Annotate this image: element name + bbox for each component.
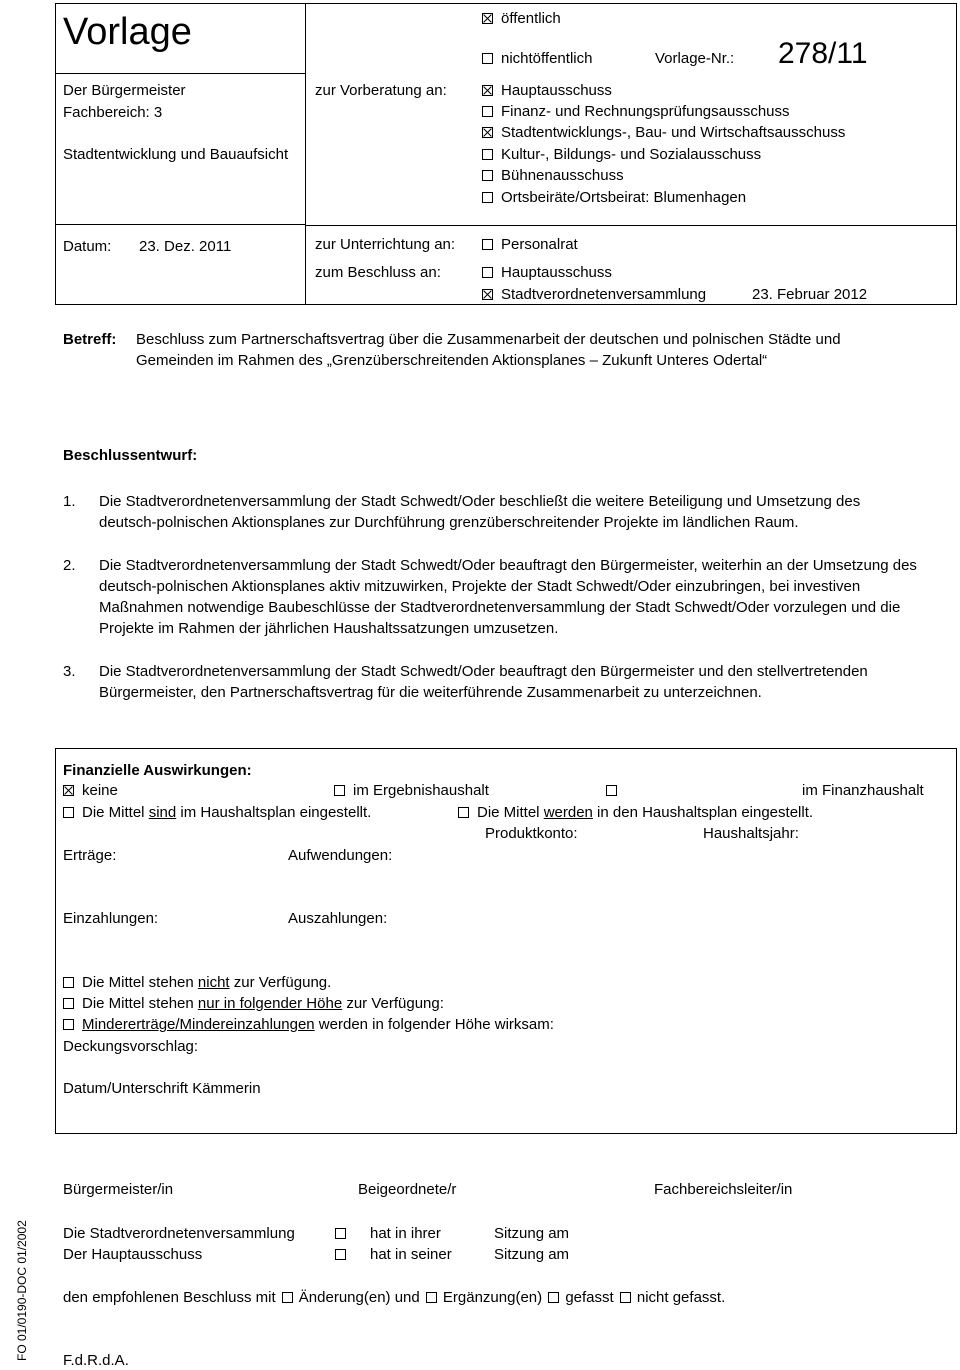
item-number: 3. (63, 663, 76, 680)
svv-hat-label: hat in ihrer (370, 1225, 441, 1242)
page-title: Vorlage (63, 11, 192, 53)
checked-box-icon (482, 85, 493, 96)
betreff-line2: Gemeinden im Rahmen des „Grenzüberschreitenden Aktionsplanes – Zukunft Unteres Odertal“ (136, 352, 768, 369)
header-hline-top (55, 73, 305, 74)
vorberatung-item[interactable]: Hauptausschuss (482, 82, 612, 100)
empty-box-icon (63, 998, 74, 1009)
empty-box-icon (482, 170, 493, 181)
item-number: 1. (63, 493, 76, 510)
gefasst-checkbox[interactable] (548, 1292, 559, 1303)
ha-sitzung-label: Sitzung am (494, 1246, 570, 1263)
beschlussentwurf-label: Beschlussentwurf: (63, 447, 198, 464)
beschluss-outcome-line: den empfohlenen Beschluss mit Änderung(en) und Ergänzung(en) gefasst nicht gefasst. (63, 1289, 726, 1306)
signature-fachbereichsleiter: Fachbereichsleiter/in (654, 1181, 793, 1198)
empty-box-icon (63, 1019, 74, 1030)
empty-box-icon (458, 807, 469, 818)
svv-label: Die Stadtverordnetenversammlung (63, 1225, 295, 1242)
mittel-hoehe-checkbox[interactable]: Die Mittel stehen nur in folgender Höhe zur Verfügung: (63, 995, 444, 1013)
sender-line3: Stadtentwicklung und Bauaufsicht (63, 146, 289, 163)
empty-box-icon (482, 267, 493, 278)
auszahlungen-label: Auszahlungen: (288, 910, 388, 927)
ha-label: Der Hauptausschuss (63, 1246, 203, 1263)
beschluss-paragraph: Die Stadtverordnetenversammlung der Stadt Schwedt/Oder beschließt die weitere Beteiligung und Umsetzung des deutsch-polnischen Aktionsplanes zur Durchführung grenzüberschreitender Projekte im ländlichen Raum. (99, 493, 861, 531)
checked-box-icon (482, 127, 493, 138)
empty-box-icon (63, 977, 74, 988)
beschluss-item[interactable]: Hauptausschuss (482, 264, 612, 282)
checked-box-icon (482, 13, 493, 24)
vorberatung-item[interactable]: Kultur-, Bildungs- und Sozialausschuss (482, 146, 761, 164)
unterrichtung-label: zur Unterrichtung an: (315, 236, 456, 253)
mittel-sind-checkbox[interactable]: Die Mittel sind im Haushaltsplan eingestellt. (63, 804, 371, 822)
empty-box-icon (482, 106, 493, 117)
finanzhaushalt-label: im Finanzhaushalt (802, 782, 924, 799)
empty-box-icon (482, 149, 493, 160)
vorberatung-item[interactable]: Ortsbeiräte/Ortsbeirat: Blumenhagen (482, 189, 746, 207)
item-number: 2. (63, 557, 76, 574)
sender-line2: Fachbereich: 3 (63, 104, 163, 121)
ergebnishaushalt-checkbox[interactable]: im Ergebnishaushalt (334, 782, 489, 800)
nichtoeffentlich-checkbox[interactable]: nichtöffentlich (482, 50, 592, 68)
datum-label: Datum: (63, 238, 112, 255)
haushaltsjahr-label: Haushaltsjahr: (703, 825, 799, 842)
betreff-line1: Beschluss zum Partnerschaftsvertrag über die Zusammenarbeit der deutschen und polnischen Städte und (136, 331, 841, 348)
header-hline-mid (55, 224, 305, 225)
svv-sitzung-label: Sitzung am (494, 1225, 570, 1242)
checked-box-icon (63, 785, 74, 796)
mittel-nicht-checkbox[interactable]: Die Mittel stehen nicht zur Verfügung. (63, 974, 331, 992)
svv-checkbox[interactable] (335, 1228, 346, 1239)
produktkonto-label: Produktkonto: (485, 825, 578, 842)
beschluss-label: zum Beschluss an: (315, 264, 441, 281)
aenderung-checkbox[interactable] (282, 1292, 293, 1303)
header-divider (305, 3, 306, 305)
einzahlungen-label: Einzahlungen: (63, 910, 159, 927)
finanzhaushalt-checkbox[interactable] (606, 785, 617, 796)
empty-box-icon (482, 53, 493, 64)
aufwendungen-label: Aufwendungen: (288, 847, 393, 864)
beschluss-date: 23. Februar 2012 (752, 286, 868, 303)
form-code: FO 01/0190-DOC 01/2002 (15, 1220, 29, 1361)
mittel-werden-checkbox[interactable]: Die Mittel werden in den Haushaltsplan eingestellt. (458, 804, 813, 822)
vorberatung-item[interactable]: Finanz- und Rechnungsprüfungsausschuss (482, 103, 790, 121)
minderertraege-checkbox[interactable]: Mindererträge/Mindereinzahlungen werden in folgender Höhe wirksam: (63, 1016, 554, 1034)
kaemmerin-label: Datum/Unterschrift Kämmerin (63, 1080, 261, 1097)
checked-box-icon (482, 289, 493, 300)
vorberatung-item[interactable]: Bühnenausschuss (482, 167, 624, 185)
empty-box-icon (482, 239, 493, 250)
empty-box-icon (334, 785, 345, 796)
fdrda-label: F.d.R.d.A. (63, 1352, 129, 1369)
keine-checkbox[interactable]: keine (63, 782, 118, 800)
nicht-gefasst-checkbox[interactable] (620, 1292, 631, 1303)
finanzen-title: Finanzielle Auswirkungen: (63, 762, 252, 779)
vorberatung-label: zur Vorberatung an: (315, 82, 447, 99)
signature-buergermeister: Bürgermeister/in (63, 1181, 174, 1198)
beschluss-item[interactable]: Stadtverordnetenversammlung (482, 286, 706, 304)
ha-checkbox[interactable] (335, 1249, 346, 1260)
signature-beigeordnete: Beigeordnete/r (358, 1181, 457, 1198)
ergaenzung-checkbox[interactable] (426, 1292, 437, 1303)
unterrichtung-item[interactable]: Personalrat (482, 236, 578, 254)
empty-box-icon (482, 192, 493, 203)
deckungsvorschlag-label: Deckungsvorschlag: (63, 1038, 199, 1055)
vorlage-nr: 278/11 (778, 37, 868, 70)
betreff-label: Betreff: (63, 331, 117, 348)
ha-hat-label: hat in seiner (370, 1246, 452, 1263)
vorlage-nr-label: Vorlage-Nr.: (655, 50, 735, 67)
beschluss-paragraph: Die Stadtverordnetenversammlung der Stadt Schwedt/Oder beauftragt den Bürgermeister, weiterhin an der Umsetzung des deutsch-polnischen Aktionsplanes aktiv mitzuwirken, Projekte der Stadt Schwedt/Oder einzubringen, bei investiven Maßnahmen notwendige Baubeschlüsse der Stadtverordnetenversammlung der Stadt Schwedt/Oder vorzulegen und die Projekte im Rahmen der jährlichen Haushaltssatzungen umzusetzen. (99, 557, 917, 637)
vorberatung-item[interactable]: Stadtentwicklungs-, Bau- und Wirtschaftsausschuss (482, 124, 845, 142)
empty-box-icon (63, 807, 74, 818)
ertraege-label: Erträge: (63, 847, 117, 864)
sender-line1: Der Bürgermeister (63, 82, 186, 99)
oeffentlich-checkbox[interactable]: öffentlich (482, 10, 561, 28)
beschluss-paragraph: Die Stadtverordnetenversammlung der Stadt Schwedt/Oder beauftragt den Bürgermeister und den stellvertretenden Bürgermeister, den Partnerschaftsvertrag für die weiterführende Zusammenarbeit zu unterzeichnen. (99, 663, 868, 701)
datum-value: 23. Dez. 2011 (139, 238, 232, 255)
header-hline-right (305, 225, 957, 226)
